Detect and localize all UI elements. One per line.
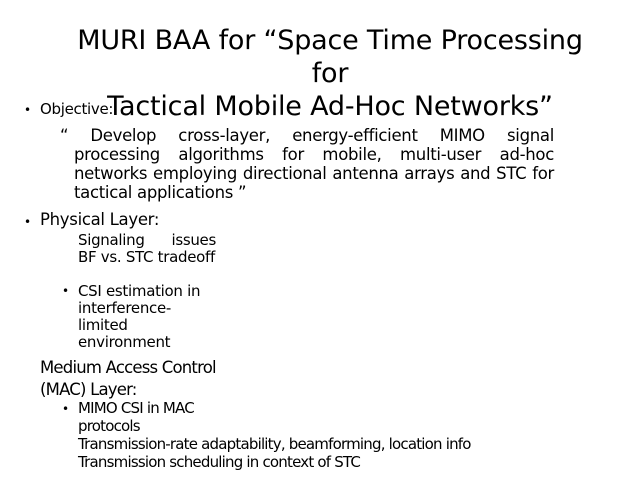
slide-title [60,24,600,123]
bullet-icon: • [62,402,70,416]
objective-text: “ Develop cross-layer, energy-efficient MIMO signal processing algorithms for mobile, multi-user ad-hoc networks employing directional antenna arrays and STC for tactical applications ” [60,126,554,202]
bullet-icon: • [62,284,70,298]
bullet-icon: • [24,103,32,117]
slide-title-line-2: for [311,58,349,89]
mac-csi-text: MIMO CSI in MAC protocols [78,399,194,435]
physical-signaling-text: Signaling issues BF vs. STC tradeoff [78,231,216,266]
mac-adaptability-text: Transmission-rate adaptability, beamforming, location info Transmission scheduling in context of STC [78,435,471,471]
slide-title-line-3: Tactical Mobile Ad-Hoc Networks” [107,91,553,122]
mac-layer-label: Medium Access Control (MAC) Layer: [40,358,216,399]
physical-csi-text: CSI estimation in interference-limited environment [78,282,201,351]
physical-layer-label: Physical Layer: [40,210,160,229]
objective-label: Objective: [40,100,114,118]
bullet-icon: • [24,215,32,229]
slide-title-line-1: MURI BAA for “Space Time Processing [77,25,583,56]
